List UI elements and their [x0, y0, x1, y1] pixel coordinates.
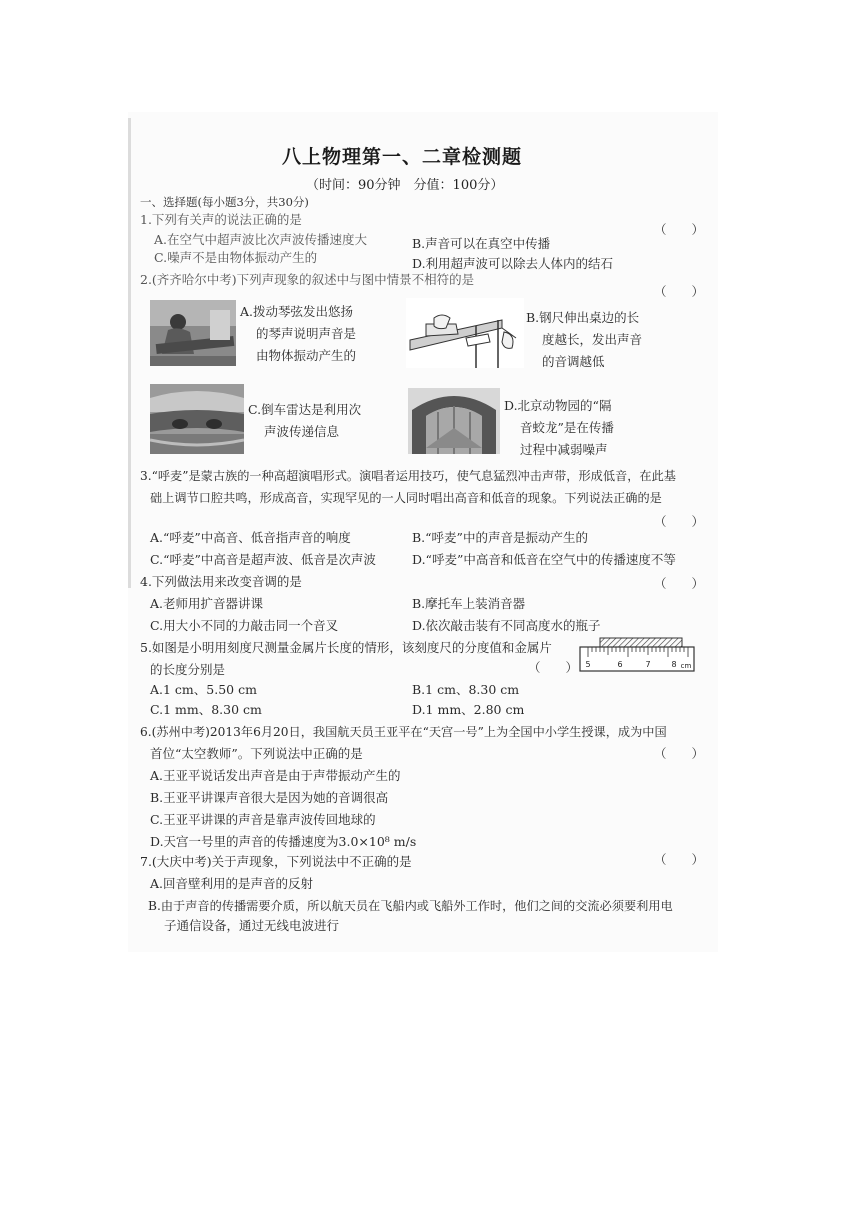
q6-stem-line1: 6.(苏州中考)2013年6月20日，我国航天员王亚平在“天宫一号”上为全国中小学生授课，成为中国	[140, 725, 667, 739]
ruler-label-unit: cm	[680, 662, 692, 670]
q4-option-d: D.依次敲击装有不同高度水的瓶子	[412, 618, 601, 633]
ruler-label-7: 7	[645, 660, 651, 669]
q2-option-d-line3: 过程中减弱噪声	[520, 442, 608, 457]
q2-answer-paren: （ ）	[654, 284, 705, 299]
page-title: 八上物理第一、二章检测题	[282, 146, 523, 168]
q2-option-d-line2: 音蛟龙”是在传播	[520, 420, 614, 435]
q5-option-b: B.1 cm、8.30 cm	[412, 682, 520, 697]
q3-option-c: C.“呼麦”中高音是超声波、低音是次声波	[150, 552, 376, 567]
exam-info: （时间：90分钟 分值：100分）	[306, 178, 504, 193]
q3-stem-line2: 础上调节口腔共鸣，形成高音，实现罕见的一人同时唱出高音和低音的现象。下列说法正确的是	[150, 491, 662, 505]
q1-option-c: C.噪声不是由物体振动产生的	[154, 250, 318, 265]
q7-option-b-line1: B.由于声音的传播需要介质，所以航天员在飞船内或飞船外工作时，他们之间的交流必须要利用电	[148, 899, 673, 913]
q5-option-d: D.1 mm、2.80 cm	[412, 702, 525, 717]
q1-option-b: B.声音可以在真空中传播	[412, 236, 551, 251]
q3-option-a: A.“呼麦”中高音、低音指声音的响度	[150, 530, 351, 545]
ruler-label-8: 8	[671, 660, 677, 669]
q2-option-d-line1: D.北京动物园的“隔	[504, 398, 612, 413]
q6-answer-paren: （ ）	[654, 746, 705, 761]
q6-option-a: A.王亚平说话发出声音是由于声带振动产生的	[150, 768, 401, 783]
q3-stem-line1: 3.“呼麦”是蒙古族的一种高超演唱形式。演唱者运用技巧，使气息猛烈冲击声带，形成低音，在此基	[140, 469, 676, 483]
q1-answer-paren: （ ）	[654, 222, 705, 237]
q3-option-d: D.“呼麦”中高音和低音在空气中的传播速度不等	[412, 552, 676, 567]
q2-option-a-line3: 由物体振动产生的	[256, 348, 357, 363]
q6-option-b: B.王亚平讲课声音很大是因为她的音调很高	[150, 790, 389, 805]
q1-option-d: D.利用超声波可以除去人体内的结石	[412, 256, 614, 271]
ruler-label-5: 5	[585, 660, 591, 669]
q1-option-a: A.在空气中超声波比次声波传播速度大	[154, 232, 368, 247]
q7-answer-paren: （ ）	[654, 852, 705, 867]
q1-stem: 1.下列有关声的说法正确的是	[140, 212, 302, 227]
q4-option-a: A.老师用扩音器讲课	[150, 596, 264, 611]
q2-reverse-radar-photo	[150, 384, 244, 454]
q2-sound-barrier-photo	[408, 388, 500, 454]
section-heading: 一、选择题(每小题3分，共30分)	[140, 195, 309, 209]
q4-stem: 4.下列做法用来改变音调的是	[140, 574, 302, 589]
q5-stem-line1: 5.如图是小明用刻度尺测量金属片长度的情形，该刻度尺的分度值和金属片	[140, 640, 552, 655]
q6-stem-line2: 首位“太空教师”。下列说法中正确的是	[150, 746, 363, 761]
q4-option-c: C.用大小不同的力敲击同一个音叉	[150, 618, 339, 633]
q2-option-b-line3: 的音调越低	[542, 354, 605, 369]
q4-option-b: B.摩托车上装消音器	[412, 596, 526, 611]
q4-answer-paren: （ ）	[654, 576, 705, 591]
q2-stem: 2.(齐齐哈尔中考)下列声现象的叙述中与图中情景不相符的是	[140, 272, 475, 287]
ruler-label-6: 6	[617, 660, 623, 669]
q3-answer-paren: （ ）	[654, 514, 705, 529]
q2-option-b-line2: 度越长，发出声音	[542, 332, 643, 347]
q3-option-b: B.“呼麦”中的声音是振动产生的	[412, 530, 588, 545]
q5-option-a: A.1 cm、5.50 cm	[150, 682, 257, 697]
q6-option-d: D.天宫一号里的声音的传播速度为3.0×10⁸ m/s	[150, 834, 417, 849]
q2-steel-ruler-drawing	[406, 298, 524, 368]
scan-edge	[128, 118, 131, 588]
q2-guqin-photo	[150, 300, 236, 366]
q5-answer-paren: （ ）	[528, 660, 579, 675]
q2-option-a-line1: A.拨动琴弦发出悠扬	[240, 304, 354, 319]
q7-option-b-line2: 子通信设备，通过无线电波进行	[164, 918, 340, 933]
q2-option-c-line1: C.倒车雷达是利用次	[248, 402, 362, 417]
q5-stem-line2: 的长度分别是	[150, 662, 226, 677]
q2-option-a-line2: 的琴声说明声音是	[256, 326, 357, 341]
q7-option-a: A.回音壁利用的是声音的反射	[150, 876, 314, 891]
q5-ruler-figure	[578, 636, 698, 674]
q5-option-c: C.1 mm、8.30 cm	[150, 702, 262, 717]
q7-stem: 7.(大庆中考)关于声现象，下列说法中不正确的是	[140, 854, 412, 869]
q6-option-c: C.王亚平讲课的声音是靠声波传回地球的	[150, 812, 376, 827]
q2-option-c-line2: 声波传递信息	[264, 424, 340, 439]
q2-option-b-line1: B.钢尺伸出桌边的长	[526, 310, 640, 325]
